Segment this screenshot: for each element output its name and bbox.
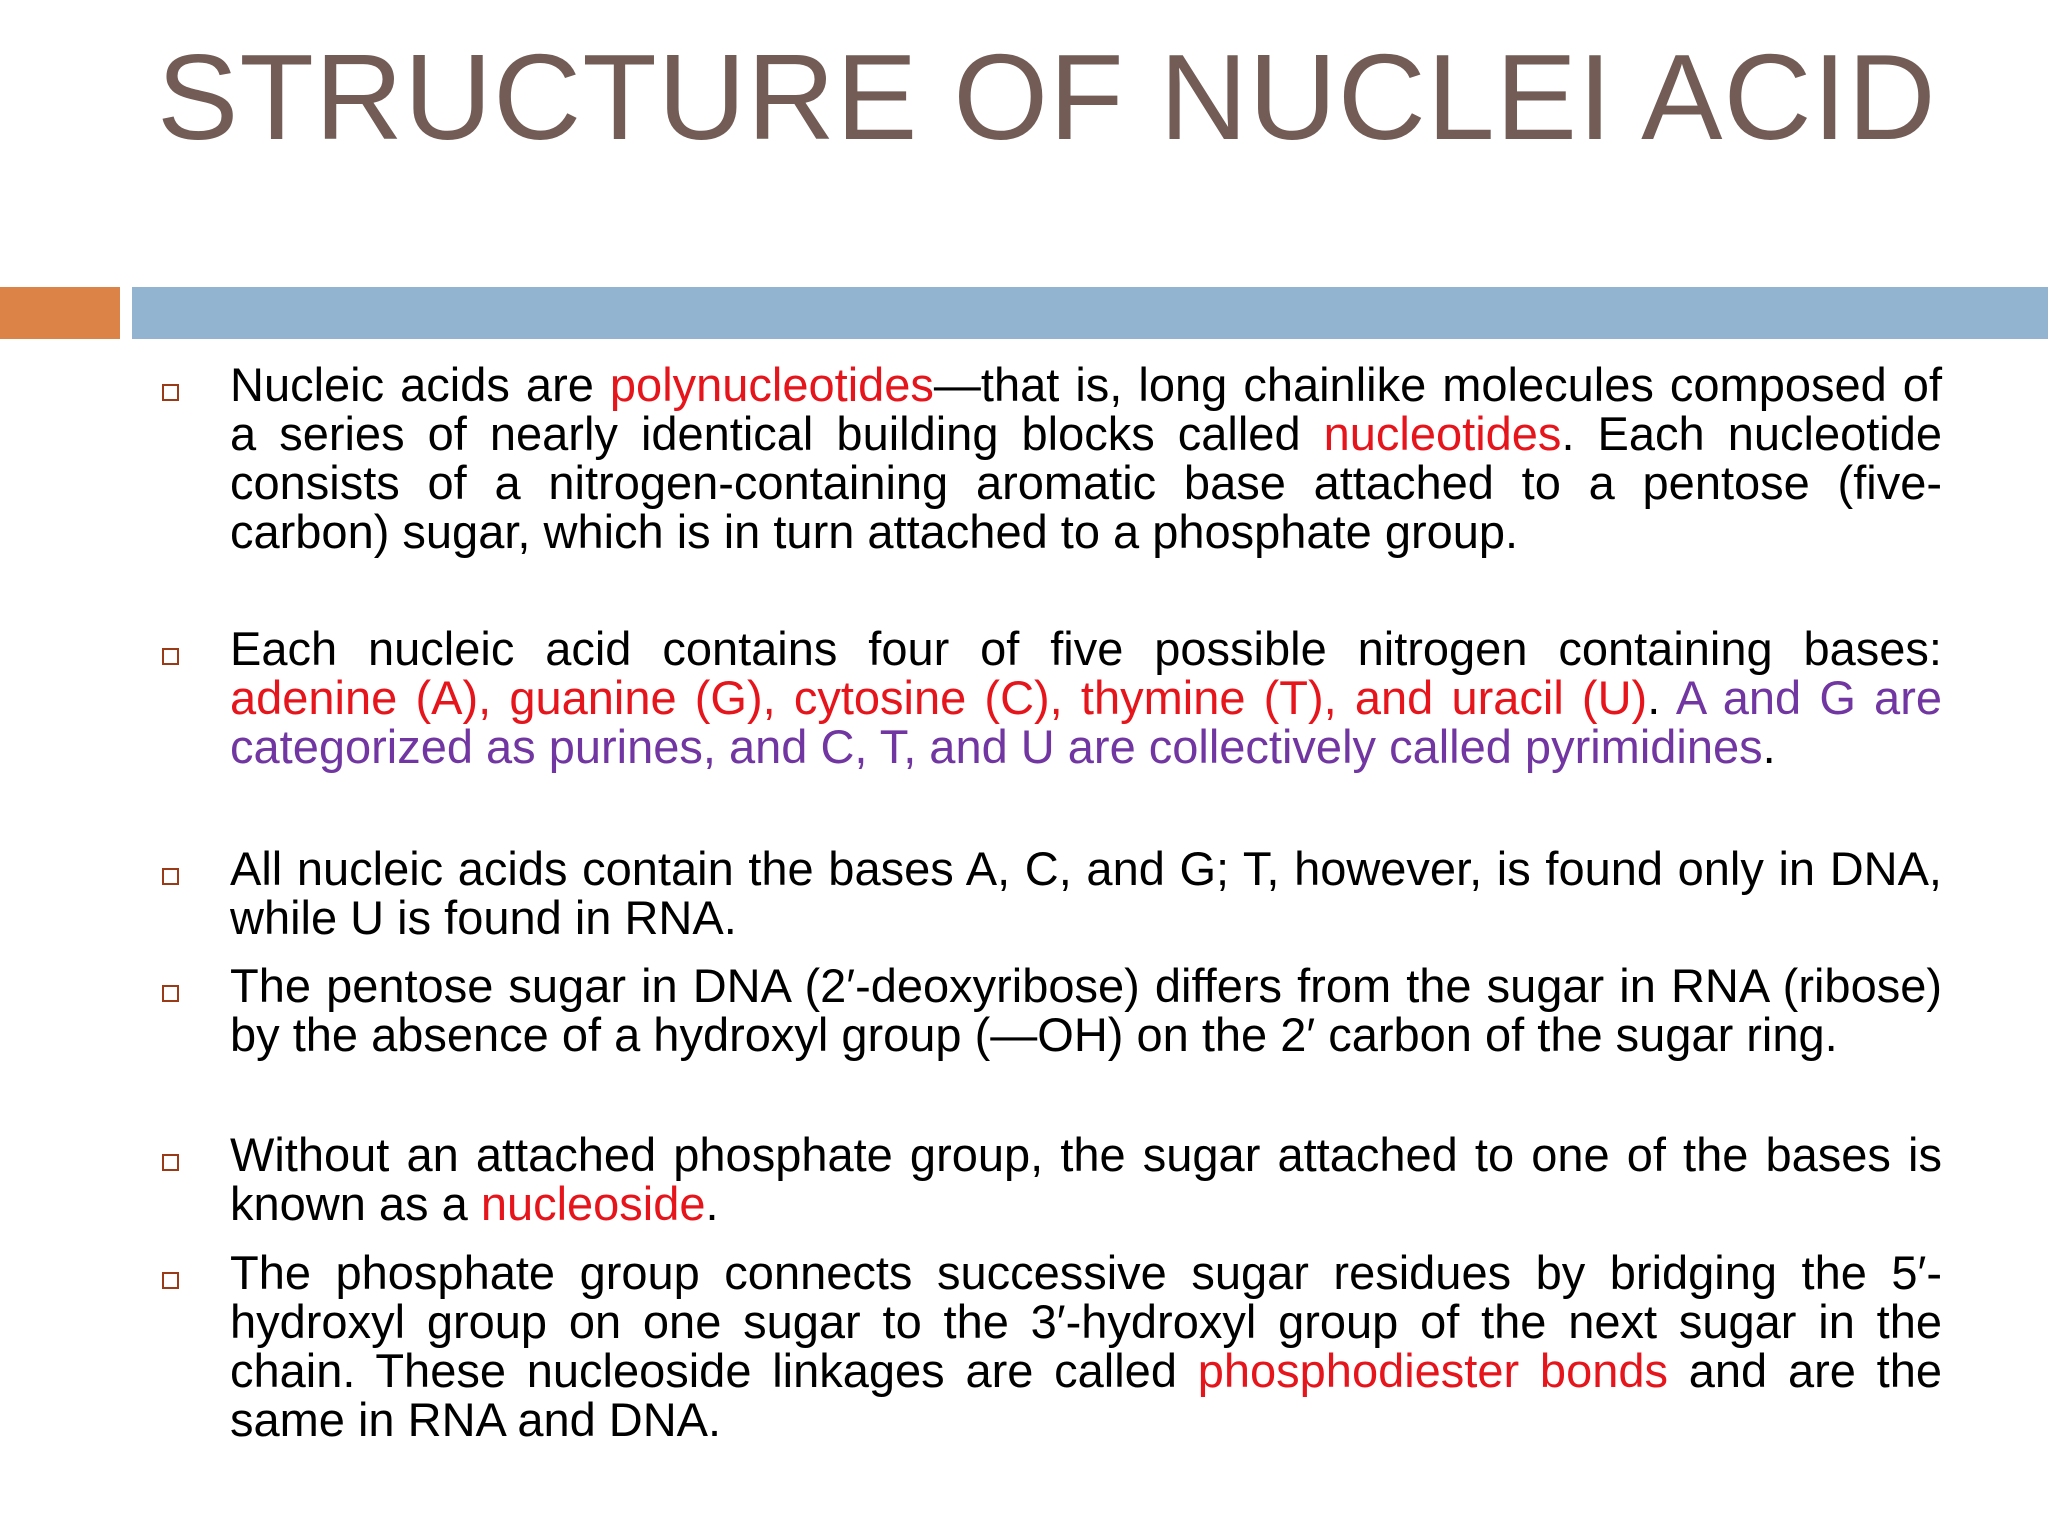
bullet-text: [230, 844, 1942, 942]
bullet-square-icon: [162, 1272, 179, 1289]
bullet-text: [230, 1248, 1942, 1444]
accent-bar-orange: [0, 287, 120, 339]
slide-title: STRUCTURE OF NUCLEI ACID: [157, 29, 1937, 165]
accent-bar-blue: [132, 287, 2048, 339]
term-bases-list: adenine (A), guanine (G), cytosine (C), thymine (T), and uracil (U): [230, 671, 1648, 724]
bullet-text-span: —that is, long chainlike molecules composed of a series of nearly identical building blocks called: [230, 358, 1943, 460]
term-nucleoside: nucleoside: [480, 1177, 706, 1230]
term-nucleotides: nucleotides: [1323, 407, 1562, 460]
bullet-text-span: .: [1762, 720, 1776, 773]
bullet-text: [230, 360, 1942, 556]
bullet-square-icon: [162, 648, 179, 665]
bullet-text-span: The phosphate group connects successive sugar residues by bridging the 5′-hydroxyl group on one sugar to the 3′-hydroxyl group of the next sugar in the chain. These nucleoside linkages are called: [230, 1246, 1942, 1397]
bullet-square-icon: [162, 384, 179, 401]
bullet-text-span: . Each nucleotide consists of a nitrogen-containing aromatic base attached to a pentose (five-carbon) sugar, which is in turn attached to a phosphate group.: [230, 407, 1943, 558]
bullet-text: [230, 1130, 1942, 1228]
bullet-text-span: and are the same in RNA and DNA.: [230, 1344, 1943, 1446]
bullet-text-span: All nucleic acids contain the bases A, C, and G; T, however, is found only in DNA, while U is found in RNA.: [230, 842, 1942, 944]
bullet-text: [230, 961, 1942, 1059]
bullet-text-span: .: [705, 1177, 719, 1230]
bullet-text-span: Each nucleic acid contains four of five possible nitrogen containing bases:: [230, 622, 1942, 675]
bullet-text-span: The pentose sugar in DNA (2′-deoxyribose) differs from the sugar in RNA (ribose) by the absence of a hydroxyl group (—OH) on the 2′ carbon of the sugar ring.: [230, 959, 1942, 1061]
bullet-text-span: .: [1647, 671, 1676, 724]
term-polynucleotides: polynucleotides: [609, 358, 934, 411]
bullet-text-span: Nucleic acids are: [230, 358, 610, 411]
bullet-square-icon: [162, 868, 179, 885]
bullet-text-span: Without an attached phosphate group, the sugar attached to one of the bases is known as a: [230, 1128, 1942, 1230]
bullet-square-icon: [162, 1154, 179, 1171]
bullet-text: [230, 624, 1942, 771]
purines-pyrimidines-note: A and G are categorized as purines, and C, T, and U are collectively called pyrimidines: [230, 671, 1942, 773]
term-phosphodiester-bonds: phosphodiester bonds: [1197, 1344, 1668, 1397]
bullet-square-icon: [162, 985, 179, 1002]
